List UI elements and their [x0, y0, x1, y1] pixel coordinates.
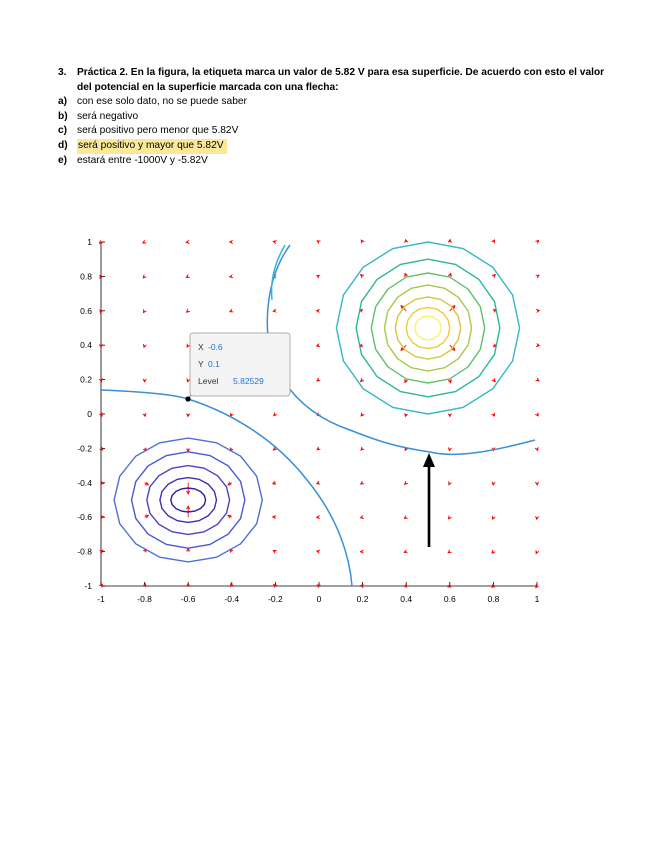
x-tick-label: 0.8: [487, 594, 500, 604]
y-tick-label: 0.8: [80, 271, 92, 282]
contour-line: [395, 297, 460, 359]
field-arrow-head: [536, 550, 539, 553]
option-label: b): [58, 110, 68, 122]
contour-line: [406, 307, 450, 348]
contour-line: [371, 273, 484, 383]
question-text: Práctica 2. En la figura, la etiqueta marca un valor de 5.82 V para esa superficie. De acuerdo con esto el valor del potencial en la superficie marcada con una flecha:: [77, 67, 605, 93]
data-tip-box: [190, 333, 290, 396]
x-tick-label: -0.4: [224, 594, 240, 604]
option-text: con ese solo dato, no se puede saber: [77, 96, 247, 108]
x-tick-label: 0.6: [443, 594, 456, 604]
field-arrow-head: [187, 344, 190, 347]
contour-line: [384, 285, 471, 371]
x-tick-label: 0: [316, 594, 322, 604]
field-arrow-head: [317, 241, 320, 244]
y-tick-label: 0.2: [80, 374, 92, 385]
data-tip-marker: [185, 396, 190, 401]
data-tip-y-value: 0.1: [208, 359, 220, 369]
x-tick-label: 0.2: [356, 594, 369, 604]
y-tick-label: -0.4: [77, 477, 92, 488]
option-text: estará entre -1000V y -5.82V: [77, 154, 208, 166]
y-tick-label: -1: [84, 581, 92, 591]
y-tick-label: -0.2: [77, 443, 92, 454]
x-tick-label: -0.6: [180, 594, 196, 604]
field-arrow-head: [448, 516, 451, 519]
y-tick-label: 0: [87, 409, 92, 419]
x-tick-label: -0.2: [268, 594, 283, 604]
option-text: será positivo pero menor que 5.82V: [77, 125, 239, 137]
field-arrow-head: [448, 550, 451, 553]
data-tip-x-label: X: [198, 342, 204, 352]
option-label: a): [58, 96, 68, 108]
pointer-arrow: [423, 453, 435, 547]
x-tick-label: 0.4: [400, 594, 413, 604]
field-arrow-head: [535, 240, 538, 243]
y-tick-label: 0.6: [80, 305, 92, 316]
contour-line: [114, 438, 262, 562]
question-number: 3.: [58, 67, 67, 78]
field-arrow-head: [535, 412, 538, 415]
y-tick-label: 1: [87, 237, 92, 247]
x-tick-label: 1: [534, 594, 540, 604]
option-text: será negativo: [77, 110, 139, 122]
field-arrow-head: [187, 309, 190, 312]
option-text: será positivo y mayor que 5.82V: [77, 139, 227, 154]
option-label: c): [58, 125, 68, 137]
option-label: d): [58, 139, 68, 151]
y-tick-label: -0.8: [77, 546, 92, 557]
contour-line: [336, 242, 519, 414]
option-label: e): [58, 154, 68, 166]
contour-line: [415, 316, 441, 340]
field-arrow-head: [186, 275, 189, 278]
field-arrow-head: [143, 240, 146, 243]
pointer-arrow-head: [423, 453, 435, 467]
data-tip: [185, 333, 290, 402]
y-tick-label: 0.4: [80, 340, 92, 351]
data-tip-x-value: -0.6: [208, 342, 223, 352]
data-tip-y-label: Y: [198, 359, 204, 369]
field-arrow-head: [143, 275, 146, 278]
field-arrow-head: [404, 515, 407, 518]
data-tip-level-value: 5.82529: [233, 376, 264, 386]
contour-line-edge: [272, 245, 285, 300]
data-tip-level-label: Level: [198, 376, 219, 386]
x-tick-label: -1: [97, 594, 105, 604]
field-arrow-head: [144, 309, 147, 312]
x-tick-label: -0.8: [137, 594, 152, 604]
contour-line: [356, 259, 500, 397]
field-arrow-head: [405, 481, 408, 484]
field-arrow-head: [492, 550, 495, 553]
y-tick-label: -0.6: [77, 512, 92, 523]
